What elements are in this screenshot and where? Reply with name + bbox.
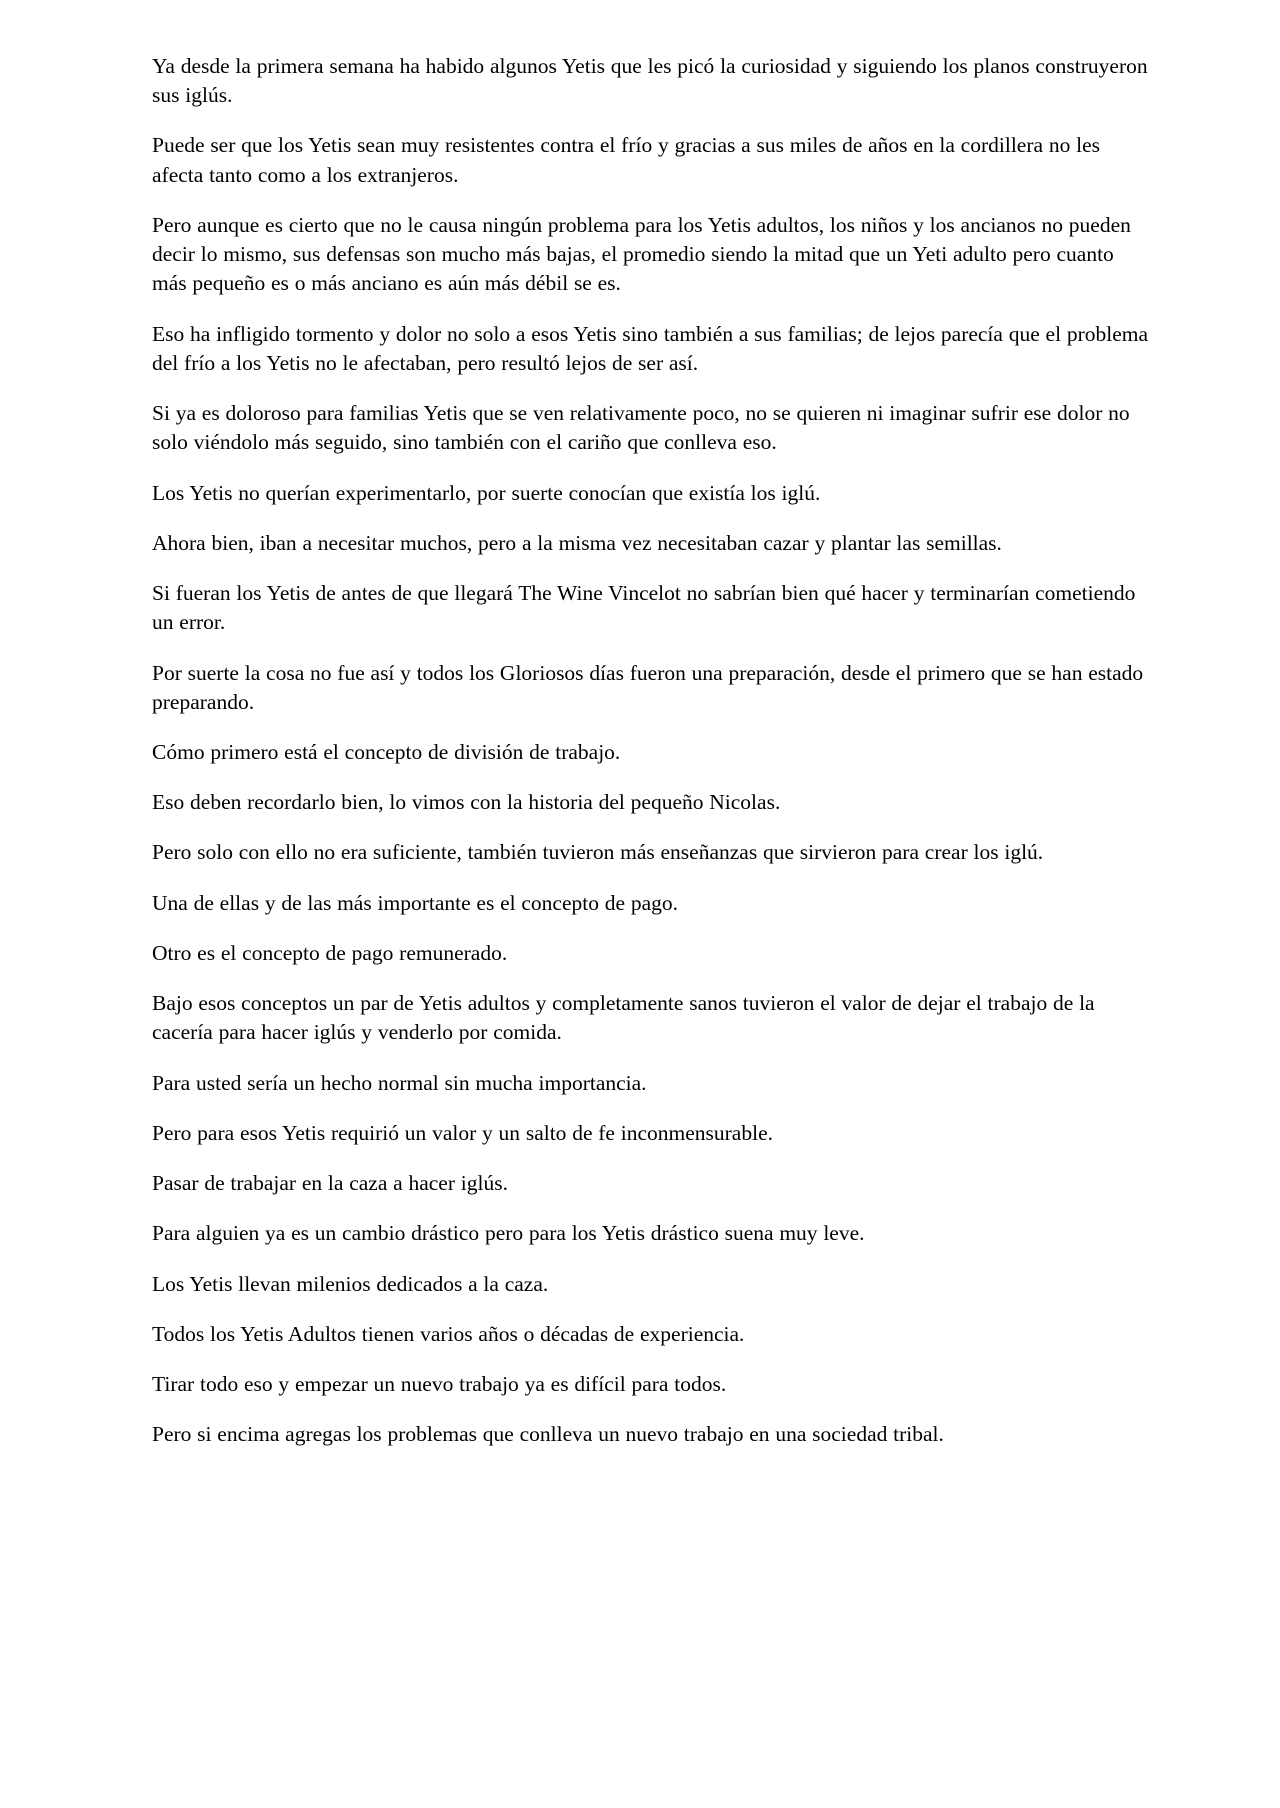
paragraph: Ya desde la primera semana ha habido algunos Yetis que les picó la curiosidad y siguiendo los planos construyeron sus iglús. (152, 54, 1148, 108)
paragraph: Pero aunque es cierto que no le causa ningún problema para los Yetis adultos, los niños y los ancianos no pueden decir lo mismo, sus defensas son mucho más bajas, el promedio siendo la mitad que un Yeti adulto pero cuanto más pequeño es o más anciano es aún más débil se es. (152, 212, 1131, 296)
paragraph: Puede ser que los Yetis sean muy resistentes contra el frío y gracias a sus miles de años en la cordillera no les afecta tanto como a los extranjeros. (152, 133, 1100, 187)
paragraph: Pero para esos Yetis requirió un valor y un salto de fe inconmensurable. (152, 1120, 773, 1145)
paragraph: Por suerte la cosa no fue así y todos los Gloriosos días fueron una preparación, desde el primero que se han estado preparando. (152, 660, 1144, 714)
paragraph: Eso ha infligido tormento y dolor no solo a esos Yetis sino también a sus familias; de lejos parecía que el problema del frío a los Yetis no le afectaban, pero resultó lejos de ser así. (152, 321, 1149, 375)
paragraph: Para alguien ya es un cambio drástico pero para los Yetis drástico suena muy leve. (152, 1221, 865, 1246)
paragraph: Pasar de trabajar en la caza a hacer iglús. (152, 1171, 508, 1196)
paragraph: Tirar todo eso y empezar un nuevo trabajo ya es difícil para todos. (152, 1372, 727, 1397)
paragraph: Si fueran los Yetis de antes de que llegará The Wine Vincelot no sabrían bien qué hacer y terminarían cometiendo un error. (152, 581, 1136, 635)
paragraph: Cómo primero está el concepto de división de trabajo. (152, 739, 621, 764)
paragraph: Pero solo con ello no era suficiente, también tuvieron más enseñanzas que sirvieron para crear los iglú. (152, 840, 1044, 865)
paragraph: Los Yetis no querían experimentarlo, por suerte conocían que existía los iglú. (152, 480, 821, 505)
paragraph: Todos los Yetis Adultos tienen varios años o décadas de experiencia. (152, 1321, 745, 1346)
document-body (152, 52, 1150, 1450)
paragraph: Ahora bien, iban a necesitar muchos, pero a la misma vez necesitaban cazar y plantar las semillas. (152, 530, 1002, 555)
paragraph: Si ya es doloroso para familias Yetis que se ven relativamente poco, no se quieren ni imaginar sufrir ese dolor no solo viéndolo más seguido, sino también con el cariño que conlleva eso. (152, 401, 1130, 455)
paragraph: Bajo esos conceptos un par de Yetis adultos y completamente sanos tuvieron el valor de dejar el trabajo de la cacería para hacer iglús y venderlo por comida. (152, 991, 1095, 1045)
paragraph: Pero si encima agregas los problemas que conlleva un nuevo trabajo en una sociedad tribal. (152, 1422, 944, 1447)
paragraph: Para usted sería un hecho normal sin mucha importancia. (152, 1070, 647, 1095)
paragraph: Una de ellas y de las más importante es el concepto de pago. (152, 890, 678, 915)
paragraph: Los Yetis llevan milenios dedicados a la caza. (152, 1271, 549, 1296)
paragraph: Otro es el concepto de pago remunerado. (152, 940, 508, 965)
paragraph: Eso deben recordarlo bien, lo vimos con la historia del pequeño Nicolas. (152, 790, 781, 815)
